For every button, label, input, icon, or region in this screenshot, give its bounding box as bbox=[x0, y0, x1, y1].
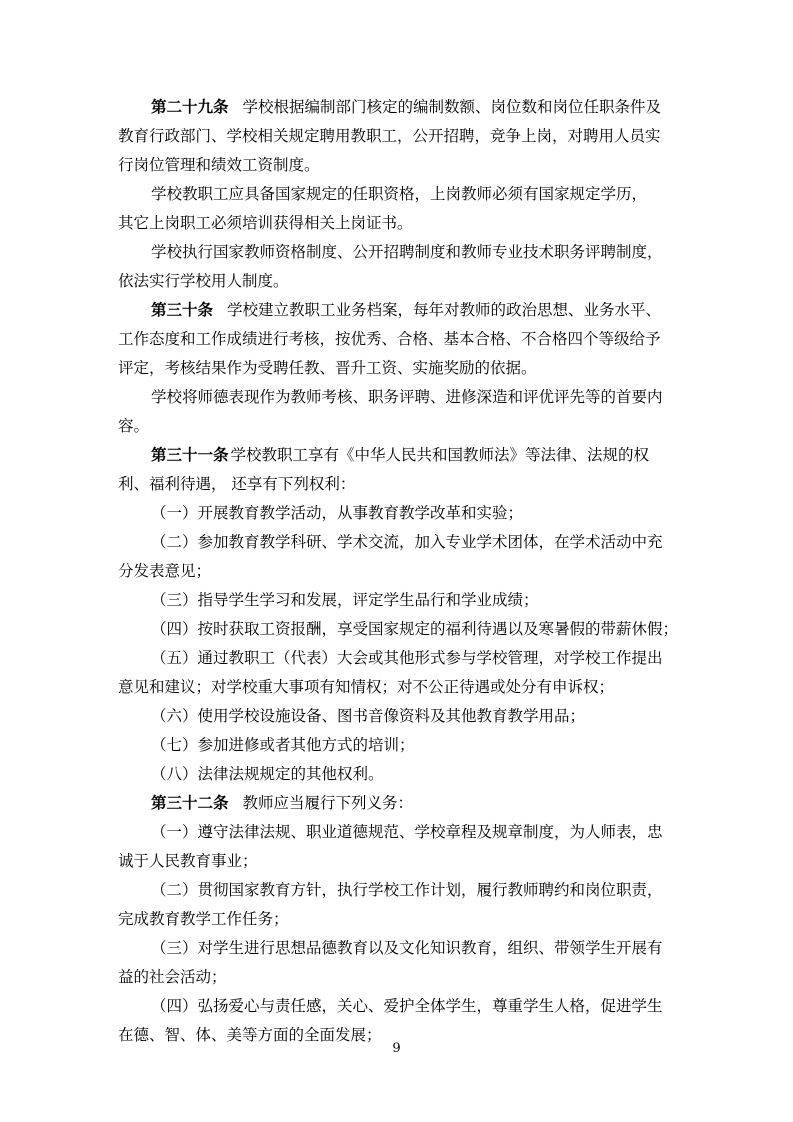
article-30-para2-line-2: 容。 bbox=[118, 417, 150, 435]
article-30-para2-line-1: 学校将师德表现作为教师考核、职务评聘、进修深造和评优评先等的首要内 bbox=[151, 388, 663, 406]
article-31-item-cont: 意见和建议；对学校重大事项有知情权；对不公正待遇或处分有申诉权； bbox=[118, 678, 615, 696]
article-31-number: 第三十一条 bbox=[151, 445, 229, 464]
article-32-item-cont: 诚于人民教育事业； bbox=[118, 852, 258, 870]
article-31-item: （三）指导学生学习和发展，评定学生品行和学业成绩； bbox=[151, 591, 539, 609]
article-31-text: 学校教职工享有《中华人民共和国教师法》等法律、法规的权 bbox=[230, 446, 650, 464]
article-29-para3-line-1: 学校执行国家教师资格制度、公开招聘制度和教师专业技术职务评聘制度， bbox=[151, 243, 663, 261]
article-32-item: （四）弘扬爱心与责任感，关心、爱护全体学生，尊重学生人格，促进学生 bbox=[151, 997, 663, 1015]
article-32-text: 教师应当履行下列义务： bbox=[242, 794, 414, 812]
article-31-line-2: 利、福利待遇， 还享有下列权利： bbox=[118, 475, 356, 493]
article-29-line-1 bbox=[151, 95, 661, 119]
article-32-item: （一）遵守法律法规、职业道德规范、学校章程及规章制度，为人师表，忠 bbox=[151, 823, 663, 841]
article-31-item: （二）参加教育教学科研、学术交流，加入专业学术团体，在学术活动中充 bbox=[151, 533, 663, 551]
article-29-para2-line-1: 学校教职工应具备国家规定的任职资格，上岗教师必须有国家规定学历， bbox=[151, 185, 648, 203]
article-29-para2-line-2: 其它上岗职工必须培训获得相关上岗证书。 bbox=[118, 214, 413, 232]
article-30-line-1 bbox=[151, 298, 661, 322]
article-32-item: （三）对学生进行思想品德教育以及文化知识教育，组织、带领学生开展有 bbox=[151, 939, 663, 957]
article-29-para3-line-2: 依法实行学校用人制度。 bbox=[118, 272, 289, 290]
article-29-number: 第二十九条 bbox=[151, 97, 229, 116]
article-30-line-3: 评定，考核结果作为受聘任教、晋升工资、实施奖励的依据。 bbox=[118, 359, 537, 377]
article-30-line-2: 工作态度和工作成绩进行考核，按优秀、合格、基本合格、不合格四个等级给予 bbox=[118, 330, 661, 348]
article-31-item-cont: 分发表意见； bbox=[118, 562, 212, 580]
article-32-item-cont: 完成教育教学工作任务； bbox=[118, 910, 289, 928]
article-29-text: 学校根据编制部门核定的编制数额、岗位数和岗位任职条件及 bbox=[242, 98, 662, 116]
article-31-item: （八）法律法规规定的其他权利。 bbox=[151, 765, 384, 783]
article-31-line-1 bbox=[151, 443, 649, 467]
article-32-item: （二）贯彻国家教育方针，执行学校工作计划，履行教师聘约和岗位职责， bbox=[151, 881, 663, 899]
page-number: 9 bbox=[392, 1041, 401, 1056]
article-31-item: （四）按时获取工资报酬，享受国家规定的福利待遇以及寒暑假的带薪休假； bbox=[151, 620, 679, 638]
article-31-item: （六）使用学校设施设备、图书音像资料及其他教育教学用品； bbox=[151, 707, 586, 725]
article-32-number: 第三十二条 bbox=[151, 793, 229, 812]
article-31-item: （五）通过教职工（代表）大会或其他形式参与学校管理，对学校工作提出 bbox=[151, 649, 663, 667]
article-30-text: 学校建立教职工业务档案，每年对教师的政治思想、业务水平、 bbox=[227, 301, 662, 319]
article-31-item: （七）参加进修或者其他方式的培训； bbox=[151, 736, 415, 754]
article-32-line-1 bbox=[151, 791, 413, 815]
article-32-item-cont: 益的社会活动； bbox=[118, 968, 227, 986]
article-31-item: （一）开展教育教学活动，从事教育教学改革和实验； bbox=[151, 504, 524, 522]
article-32-item-cont: 在德、智、体、美等方面的全面发展； bbox=[118, 1026, 382, 1044]
article-29-line-2: 教育行政部门、学校相关规定聘用教职工，公开招聘，竞争上岗，对聘用人员实 bbox=[118, 127, 661, 145]
article-29-line-3: 行岗位管理和绩效工资制度。 bbox=[118, 156, 320, 174]
article-30-number: 第三十条 bbox=[151, 300, 214, 319]
